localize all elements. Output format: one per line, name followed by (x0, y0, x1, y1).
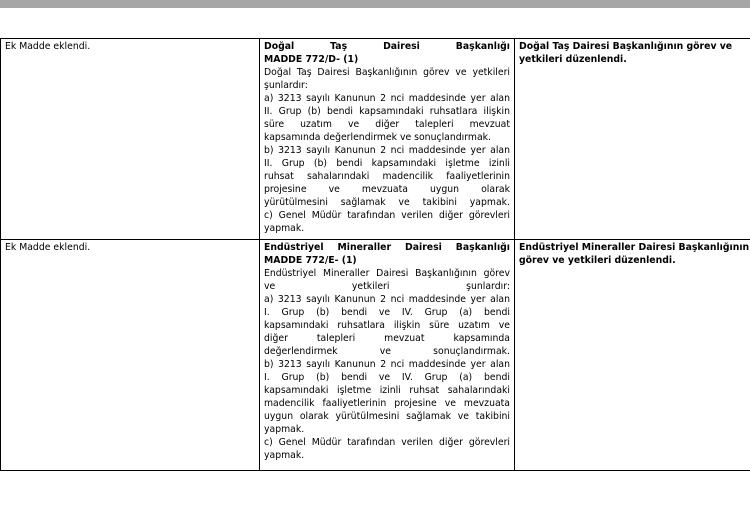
amendment-table (0, 38, 750, 471)
text-line: I. Grup (b) bendi ve IV. Grup (a) bendi (264, 372, 510, 383)
article-number: MADDE 772/D- (1) (264, 54, 359, 65)
explanation-cell (515, 240, 750, 471)
text-line: diğer talepleri mevzuat kapsamında (264, 333, 510, 344)
text-line: şunlardır: (264, 80, 308, 91)
text-line: c) Genel Müdür tarafından verilen diğer görevleri (264, 210, 510, 221)
text-line: yapmak. (264, 223, 305, 234)
table-row (1, 39, 750, 240)
text-line: ve yetkileri şunlardır: (264, 281, 510, 292)
text-line: kapsamında değerlendirmek ve sonuçlandırmak. (264, 132, 491, 143)
text-line: Doğal Taş Dairesi Başkanlığının görev ve yetkileri (264, 67, 510, 78)
text-line: c) Genel Müdür tarafından verilen diğer görevleri (264, 437, 510, 448)
text-line: madencilik faaliyetlerinin projesine ve mevzuata (264, 398, 510, 409)
new-text-cell (260, 39, 515, 240)
text-line: süre uzatım ve diğer talepleri mevzuat (264, 119, 510, 130)
text-line: II. Grup (b) bendi kapsamındaki işletme izinli (264, 158, 510, 169)
text-line: I. Grup (b) bendi ve IV. Grup (a) bendi (264, 307, 510, 318)
article-number: MADDE 772/E- (1) (264, 255, 357, 266)
text-line: kapsamındaki işletme izinli ruhsat sahalarındaki (264, 385, 510, 396)
table-row (1, 240, 750, 471)
new-text-cell (260, 240, 515, 471)
page-header-bar (0, 0, 750, 8)
text-line: b) 3213 sayılı Kanunun 2 nci maddesinde yer alan (264, 359, 510, 370)
section-title: Doğal Taş Dairesi Başkanlığı (264, 41, 510, 52)
text-line: yapmak. (264, 450, 305, 461)
text-line: yapmak. (264, 424, 305, 435)
text-line: projesine ve mevzuata uygun olarak (264, 184, 510, 195)
text-line: uygun olarak yürütülmesini sağlamak ve takibini (264, 411, 510, 422)
text-line: a) 3213 sayılı Kanunun 2 nci maddesinde yer alan (264, 93, 510, 104)
change-type-cell: Ek Madde eklendi. (1, 240, 260, 471)
text-line: değerlendirmek ve sonuçlandırmak. (264, 346, 510, 357)
text-line: ruhsat sahalarındaki madencilik faaliyetlerinin (264, 171, 510, 182)
text-line: yürütülmesini sağlamak ve takibini yapmak. (264, 197, 510, 208)
text-line: Endüstriyel Mineraller Dairesi Başkanlığının görev (264, 268, 510, 279)
text-line: II. Grup (b) bendi kapsamındaki ruhsatlara ilişkin (264, 106, 510, 117)
section-title: Endüstriyel Mineraller Dairesi Başkanlığı (264, 242, 510, 253)
explanation-cell (515, 39, 750, 240)
text-line: a) 3213 sayılı Kanunun 2 nci maddesinde yer alan (264, 294, 510, 305)
change-type-cell: Ek Madde eklendi. (1, 39, 260, 240)
text-line: kapsamındaki ruhsatlara ilişkin süre uzatım ve (264, 320, 510, 331)
explanation-text: Doğal Taş Dairesi Başkanlığının görev ve yetkileri düzenlendi. (519, 41, 733, 65)
explanation-text: Endüstriyel Mineraller Dairesi Başkanlığının görev ve yetkileri düzenlendi. (519, 242, 750, 266)
text-line: b) 3213 sayılı Kanunun 2 nci maddesinde yer alan (264, 145, 510, 156)
